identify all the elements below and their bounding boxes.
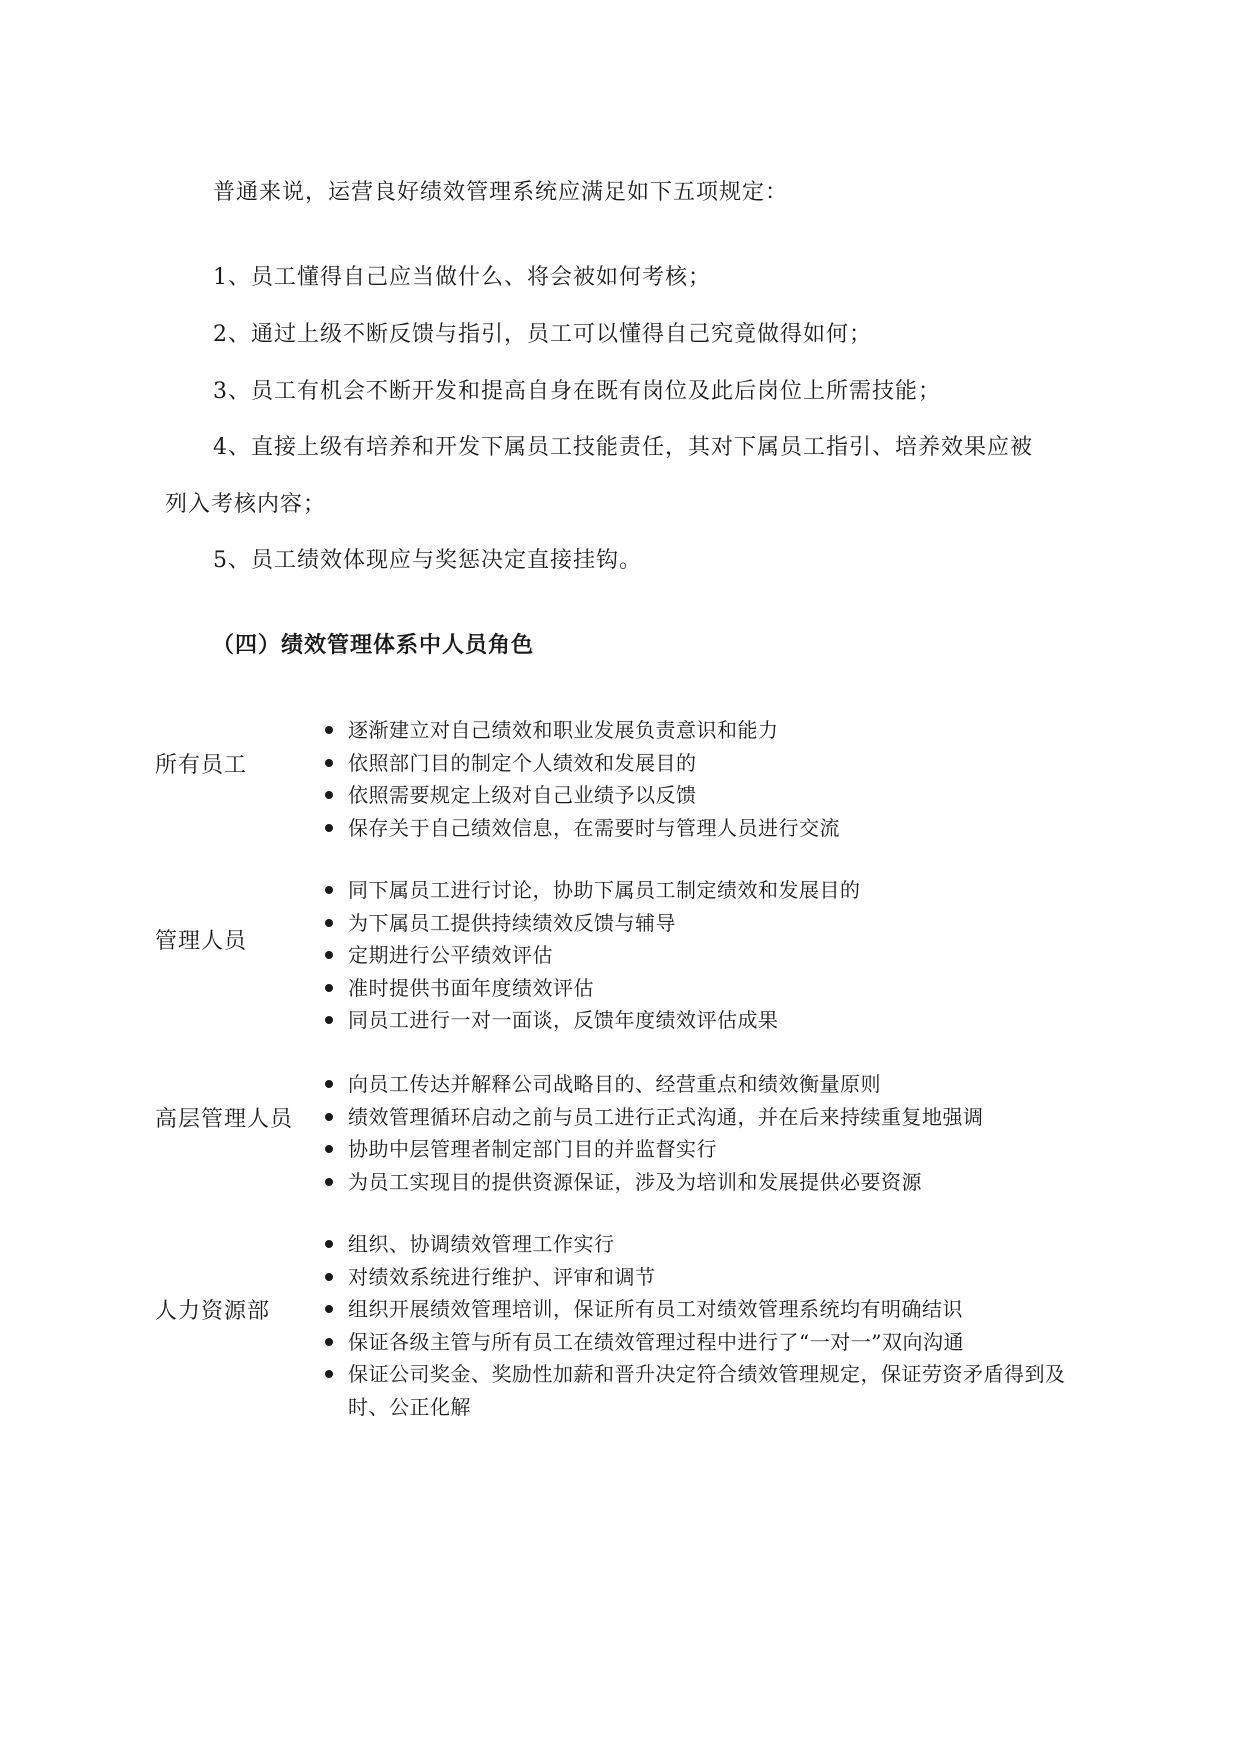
rule-item-2: 2、通过上级不断反馈与指引，员工可以懂得自己究竟做得如何；: [213, 322, 872, 347]
role-label-senior-management: 高层管理人员: [155, 1107, 294, 1132]
bullet-icon: [325, 1178, 333, 1186]
list-item: 协助中层管理者制定部门目的并监督实行: [322, 1133, 1092, 1166]
list-item: 保证各级主管与所有员工在绩效管理过程中进行了“一对一”双向沟通: [322, 1326, 1092, 1359]
list-item: 同员工进行一对一面谈，反馈年度绩效评估成果: [322, 1004, 1092, 1037]
bullet-icon: [325, 1080, 333, 1088]
bullet-icon: [325, 759, 333, 767]
list-item: 对绩效系统进行维护、评审和调节: [322, 1261, 1092, 1294]
bullet-icon: [325, 1113, 333, 1121]
bullet-icon: [325, 726, 333, 734]
bullet-icon: [325, 1305, 333, 1313]
bullet-icon: [325, 886, 333, 894]
list-item: 为员工实现目的提供资源保证，涉及为培训和发展提供必要资源: [322, 1166, 1092, 1199]
intro-paragraph: 普通来说，运营良好绩效管理系统应满足如下五项规定：: [213, 180, 789, 205]
rule-item-5: 5、员工绩效体现应与奖惩决定直接挂钩。: [213, 548, 642, 573]
bullet-icon: [325, 951, 333, 959]
bullet-icon: [325, 1145, 333, 1153]
list-item: 依照部门目的制定个人绩效和发展目的: [322, 747, 1092, 780]
list-item: 为下属员工提供持续绩效反馈与辅导: [322, 907, 1092, 940]
role-duties-managers: [322, 874, 1092, 1037]
list-item: 定期进行公平绩效评估: [322, 939, 1092, 972]
list-item: 准时提供书面年度绩效评估: [322, 972, 1092, 1005]
rule-item-3: 3、员工有机会不断开发和提高自身在既有岗位及此后岗位上所需技能；: [213, 379, 941, 404]
role-label-hr-department: 人力资源部: [155, 1299, 271, 1324]
role-label-managers: 管理人员: [155, 929, 248, 954]
bullet-icon: [325, 1338, 333, 1346]
role-duties-senior-management: [322, 1068, 1092, 1198]
rule-item-4: 4、直接上级有培养和开发下属员工技能责任，其对下属员工指引、培养效果应被: [213, 435, 1033, 460]
list-item: 保存关于自己绩效信息，在需要时与管理人员进行交流: [322, 812, 1092, 845]
bullet-icon: [325, 919, 333, 927]
bullet-icon: [325, 1240, 333, 1248]
role-duties-hr-department: [322, 1228, 1092, 1423]
section-heading: （四）绩效管理体系中人员角色: [212, 633, 535, 658]
role-label-all-staff: 所有员工: [155, 753, 248, 778]
bullet-icon: [325, 1273, 333, 1281]
role-duties-all-staff: [322, 714, 1092, 844]
list-item: 向员工传达并解释公司战略目的、经营重点和绩效衡量原则: [322, 1068, 1092, 1101]
list-item: 依照需要规定上级对自己业绩予以反馈: [322, 779, 1092, 812]
bullet-icon: [325, 824, 333, 832]
bullet-icon: [325, 984, 333, 992]
list-item: 逐渐建立对自己绩效和职业发展负责意识和能力: [322, 714, 1092, 747]
list-item: 组织开展绩效管理培训，保证所有员工对绩效管理系统均有明确结识: [322, 1293, 1092, 1326]
list-item: 组织、协调绩效管理工作实行: [322, 1228, 1092, 1261]
list-item: 同下属员工进行讨论，协助下属员工制定绩效和发展目的: [322, 874, 1092, 907]
rule-item-4-continued: 列入考核内容；: [165, 492, 327, 517]
list-item: 保证公司奖金、奖励性加薪和晋升决定符合绩效管理规定，保证劳资矛盾得到及时、公正化解: [322, 1358, 1092, 1423]
bullet-icon: [325, 1016, 333, 1024]
list-item: 绩效管理循环启动之前与员工进行正式沟通，并在后来持续重复地强调: [322, 1101, 1092, 1134]
rule-item-1: 1、员工懂得自己应当做什么、将会被如何考核；: [213, 265, 711, 290]
bullet-icon: [325, 791, 333, 799]
bullet-icon: [325, 1370, 333, 1378]
